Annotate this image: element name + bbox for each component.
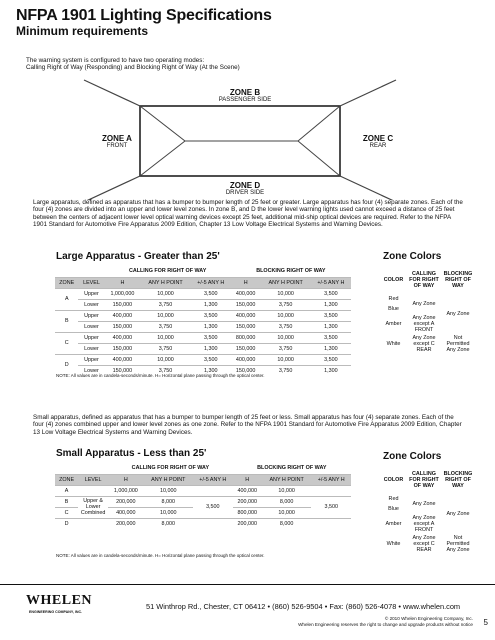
value-cell: 3,750 [140,299,190,310]
footer-copyright: © 2010 Whelen Engineering Company, Inc. Whelen Engineering reserves the right to change and upgrade products without notice [298,616,473,627]
table-row [55,321,351,332]
level-cell: Lower [78,299,104,310]
value-cell: 800,000 [231,332,261,343]
large-apparatus-heading: Large Apparatus - Greater than 25' [56,251,220,262]
value-cell: 1,300 [191,343,231,354]
value-cell: 1,300 [191,299,231,310]
value-cell: 150,000 [231,365,261,376]
color-name: Red [388,496,399,502]
value-cell: 1,300 [311,299,351,310]
value-cell: 10,000 [140,288,190,299]
small-calling-header: CALLING FOR RIGHT OF WAY [131,465,210,472]
zone-d-label: ZONE D DRIVER SIDE [225,181,265,196]
value-cell: 1,300 [311,321,351,332]
value-cell: 3,750 [140,365,190,376]
level-cell: Upper [78,332,104,343]
value-cell: 1,300 [311,365,351,376]
color-row [380,294,475,304]
color-row [380,494,475,504]
value-cell: 10,000 [140,310,190,321]
value-cell: 150,000 [231,343,261,354]
value-cell: 3,500 [191,332,231,343]
zone-colors-heading-1: Zone Colors [383,251,442,262]
zone-colors-heading-2: Zone Colors [383,451,442,462]
table-row: B Upper & Lower Combined 200,000 8,000 3,500 200,000 8,000 3,500 [55,496,351,507]
color-row [380,334,475,354]
value-cell: 1,300 [311,343,351,354]
blocking-cell: Any Zone [446,311,470,317]
value-cell: 10,000 [261,288,311,299]
large-apparatus-description: Large apparatus, defined as apparatus that has a bumper to bumper length of 25 feet or greater. Large apparatus has four (4) separate zones. Each of the four (4) zones are divided into an upper and lower level zones. In zone B, and D the lower level warning lights used cannot exceed a distance of 25 feet between the centers of adjacent lower level optical warning devices except 25 feet, additional mid-ship optical devices are required. Refer to the NFPA 1901 Standard for Automotive Fire Apparatus 2009 Edition, Chapter 13 Low Voltage Electrical Systems and Warning Devices. [33,199,463,229]
value-cell: 400,000 [231,288,261,299]
zone-b-label: ZONE B PASSENGER SIDE [218,88,272,103]
level-cell: Upper [78,354,104,365]
value-cell: 3,750 [140,321,190,332]
value-cell: 1,300 [191,365,231,376]
value-cell: 3,750 [261,343,311,354]
table-row [55,332,351,343]
large-blocking-header: BLOCKING RIGHT OF WAY [256,268,326,275]
value-cell: 3,500 [311,354,351,365]
zone-cell: C [55,332,78,354]
small-blocking-header: BLOCKING RIGHT OF WAY [257,465,327,472]
footer-rule [0,584,495,585]
small-table-note: NOTE: All values are in candela-seconds/minute. H= Horizontal plane passing through the optical center. [56,553,265,558]
level-cell: Upper [78,288,104,299]
blocking-cell: Any Zone [446,511,470,517]
large-apparatus-table [55,266,351,376]
color-name: Blue [388,306,399,312]
value-cell: 150,000 [104,299,140,310]
blocking-cell: Not Permitted Any Zone [446,335,470,353]
value-cell: 10,000 [261,310,311,321]
value-cell: 3,750 [261,299,311,310]
value-cell: 150,000 [104,365,140,376]
whelen-logo: WHELEN [26,593,93,608]
zone-c-label: ZONE C REAR [362,134,394,149]
value-cell: 400,000 [231,310,261,321]
large-table-note: NOTE: All values are in candela-seconds/minute. H= Horizontal plane passing through the optical center. [56,373,265,378]
value-cell: 150,000 [231,299,261,310]
value-cell: 400,000 [104,310,140,321]
zone-cell: D [55,354,78,376]
color-name: White [386,541,401,547]
calling-cell: Any Zone [412,301,436,307]
level-cell: Lower [78,365,104,376]
zone-a-label: ZONE A FRONT [102,134,132,149]
calling-cell: Any Zone [412,501,436,507]
color-name: Red [388,296,399,302]
calling-cell: Any Zone except A FRONT [412,315,436,333]
value-cell: 3,750 [261,321,311,332]
color-name: White [386,341,401,347]
level-cell: Lower [78,343,104,354]
color-name: Amber [385,521,402,527]
blocking-cell: Not Permitted Any Zone [446,535,470,553]
table-row [55,310,351,321]
page-number: 5 [483,618,488,627]
value-cell: 400,000 [104,354,140,365]
value-cell: 10,000 [140,354,190,365]
small-column-headers: ZONE LEVEL H ANY H POINT +/-5 ANY H H ANY H POINT +/-5 ANY H [55,474,351,485]
value-cell: 3,500 [311,310,351,321]
footer-address: 51 Winthrop Rd., Chester, CT 06412 • (860) 526-9504 • Fax: (860) 526-4078 • www.whelen.com [146,602,461,611]
value-cell: 10,000 [261,332,311,343]
color-name: Blue [388,506,399,512]
value-cell: 3,500 [191,310,231,321]
value-cell: 3,500 [191,354,231,365]
calling-cell: Any Zone except C REAR [412,535,436,553]
intro-line-1: The warning system is configured to have two operating modes: [26,57,205,64]
zone-colors-table-1: COLOR CALLING FOR RIGHT OF WAY BLOCKING RIGHT OF WAY Red Any Zone Any Zone Blue Amber Any Zone except A FRONT White Any Zone except C REAR Not Permitted Any Zone [380,266,475,354]
value-cell: 3,750 [261,365,311,376]
color-row [380,534,475,554]
value-cell: 10,000 [261,354,311,365]
table-row: D 200,000 8,000 200,000 8,000 [55,518,351,529]
page-title: NFPA 1901 Lighting Specifications [16,7,272,24]
level-cell: Upper [78,310,104,321]
intro-line-2: Calling Right of Way (Responding) and Blocking Right of Way (At the Scene) [26,64,240,72]
value-cell: 400,000 [104,332,140,343]
value-cell: 3,750 [140,343,190,354]
value-cell: 150,000 [104,321,140,332]
value-cell: 1,000,000 [104,288,140,299]
calling-cell: Any Zone except C REAR [412,335,436,353]
table-row: A 1,000,000 10,000 400,000 10,000 [55,485,351,496]
value-cell: 3,500 [311,332,351,343]
table-row: C 400,000 10,000 800,000 10,000 [55,507,351,518]
small-apparatus-heading: Small Apparatus - Less than 25' [56,448,207,459]
logo-subtext: ENGINEERING COMPANY, INC. [29,610,83,614]
value-cell: 10,000 [140,332,190,343]
value-cell: 3,500 [191,288,231,299]
value-cell: 150,000 [231,321,261,332]
zone-cell: A [55,288,78,310]
value-cell: 400,000 [231,354,261,365]
zone-cell: B [55,310,78,332]
large-column-headers: ZONE LEVEL H ANY H POINT +/-5 ANY H H ANY H POINT +/-5 ANY H [55,277,351,288]
large-calling-header: CALLING FOR RIGHT OF WAY [128,268,207,275]
table-row [55,343,351,354]
table-row [55,299,351,310]
zone-colors-table-2: COLOR CALLING FOR RIGHT OF WAY BLOCKING RIGHT OF WAY Red Any Zone Any Zone Blue Amber Any Zone except A FRONT White Any Zone except C REAR Not Permitted Any Zone [380,466,475,554]
table-row [55,288,351,299]
color-name: Amber [385,321,402,327]
page-subtitle: Minimum requirements [16,24,149,38]
small-apparatus-description: Small apparatus, defined as apparatus that has a bumper to bumper length of 25 feet or less. Small apparatus has four (4) separate zones. Each of the four (4) zones combined upper and lower level zones as one zone. Refer to the NFPA 1901 Standard for Automotive Fire Apparatus 2009 Edition, Chapter 13 Low Voltage Electrical Systems and Warning Devices. [33,414,462,436]
value-cell: 1,300 [191,321,231,332]
small-apparatus-table [55,463,351,529]
level-cell: Lower [78,321,104,332]
value-cell: 150,000 [104,343,140,354]
table-row [55,354,351,365]
value-cell: 3,500 [311,288,351,299]
calling-cell: Any Zone except A FRONT [412,515,436,533]
